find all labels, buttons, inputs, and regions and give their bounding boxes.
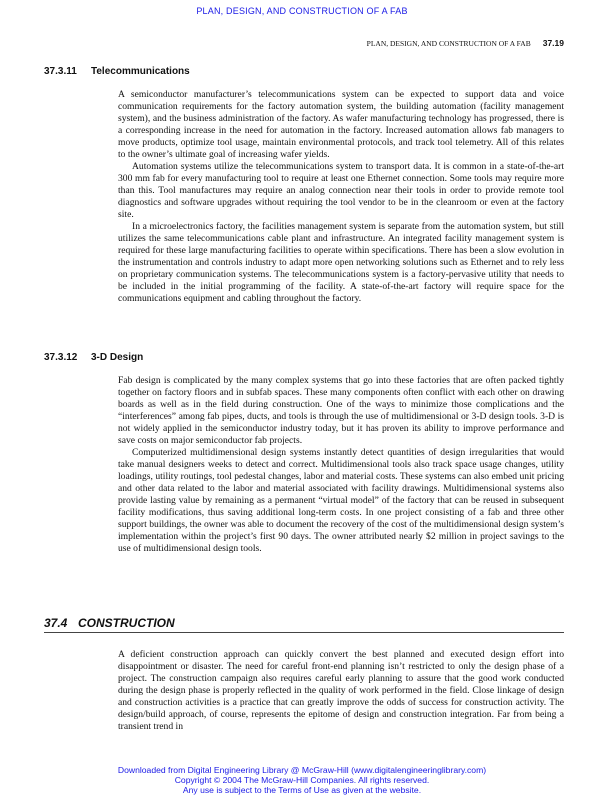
section-body-telecommunications <box>118 89 564 305</box>
section-heading-telecommunications <box>44 66 190 77</box>
paragraph: A deficient construction approach can quickly convert the best planned and executed design effort into disappointment or disaster. The need for careful front-end planning isn’t restricted to only the design phase of a project. The construction campaign also requires careful early planning to assure that the good work conducted during the design phase is properly reflected in the quality of work performed in the field. Close linkage of design and construction activities is a practice that can greatly improve the odds of success for construction activity. The design/build approach, of course, represents the epitome of design and construction integration. Far from being a transient trend in <box>118 649 564 732</box>
chapter-heading-construction <box>44 616 564 633</box>
chapter-number: 37.4 <box>44 616 68 630</box>
section-heading-3d-design <box>44 352 143 363</box>
paragraph: Automation systems utilize the telecommunications system to transport data. It is common in a state-of-the-art 300 mm fab for every manufacturing tool to require at least one Ethernet connection. Some tools may require more than this. Tool manufactures may require an analog connection near their tools in order to provide remote tool diagnostics and software upgrades without requiring the tool vendor to be in the cleanroom or even at the factory site. <box>118 161 564 220</box>
copyright-footer <box>0 765 604 795</box>
section-number: 37.3.11 <box>44 66 77 77</box>
section-body-3d-design <box>118 375 564 555</box>
paragraph: In a microelectronics factory, the facilities management system is separate from the automation system, but still utilizes the same telecommunications cable plant and infrastructure. An integrated facility management system is required for these large manufacturing facilities to operate within specifications. There has been a slow evolution in the instrumentation and controls industry to adapt more open networking solutions such as Ethernet and to rely less on proprietary communication systems. The telecommunications system is a factory-pervasive utility that needs to be included in the initial programming of the facility. A state-of-the-art factory will require space for the communications equipment and cabling throughout the factory. <box>118 221 564 304</box>
footer-terms-line: Any use is subject to the Terms of Use as given at the website. <box>182 785 422 795</box>
download-banner: PLAN, DESIGN, AND CONSTRUCTION OF A FAB <box>196 6 408 16</box>
chapter-title: CONSTRUCTION <box>78 616 175 630</box>
paragraph: A semiconductor manufacturer’s telecommunications system can be expected to support data and voice communication requirements for the factory automation system, the building automation (facility management system), and the business administration of the factory. As wafer manufacturing technology has progressed, there is a corresponding increase in the need for automation in the factory. Increased automation allows fab managers to move products, optimize tool usage, maintain environmental protocols, and track tool telemetry. All of this relates to the owner’s ultimate goal of increasing wafer yields. <box>118 89 564 160</box>
section-title: Telecommunications <box>91 66 190 77</box>
footer-copyright-line: Copyright © 2004 The McGraw-Hill Companies. All rights reserved. <box>174 775 430 785</box>
paragraph: Fab design is complicated by the many complex systems that go into these factories that are often packed tightly together on factory floors and in subfab spaces. These many components often conflict with each other on drawing boards as well as in the field during construction. One of the ways to minimize those complications and the “interferences” among fab pipes, ducts, and tools is through the use of multidimensional or 3-D design tools. 3-D is not widely applied in the semiconductor industry today, but it has proven its ability to improve performance and save costs on major semiconductor fab projects. <box>118 375 564 446</box>
section-number: 37.3.12 <box>44 352 78 363</box>
footer-download-line[interactable]: Downloaded from Digital Engineering Library @ McGraw-Hill (www.digitalengineeringlibrary.com) <box>117 765 487 775</box>
section-title: 3-D Design <box>91 352 144 363</box>
running-head-title: PLAN, DESIGN, AND CONSTRUCTION OF A FAB <box>366 39 531 48</box>
paragraph: Computerized multidimensional design systems instantly detect quantities of design irregularities that would take manual designers weeks to detect and correct. Multidimensional tools also track space usage changes, utility loadings, utility routings, tool pedestal changes, labor and material costs. These systems can also embed unit pricing and other data related to the labor and material associated with facility drawings. Multidimensional systems also provide lasting value by remaining as a permanent “virtual model” of the factory that can be reused in subsequent facility modifications, thus saving additional long-term costs. In one project consisting of a fab and three other support buildings, the owner was able to document the recovery of the cost of the multidimensional design system’s implementation within the project’s first 90 days. The owner attributed nearly $2 million in project savings to the use of multidimensional design tools. <box>118 447 564 554</box>
section-body-construction <box>118 649 564 733</box>
page-number: 37.19 <box>542 38 564 48</box>
running-head <box>367 38 564 48</box>
